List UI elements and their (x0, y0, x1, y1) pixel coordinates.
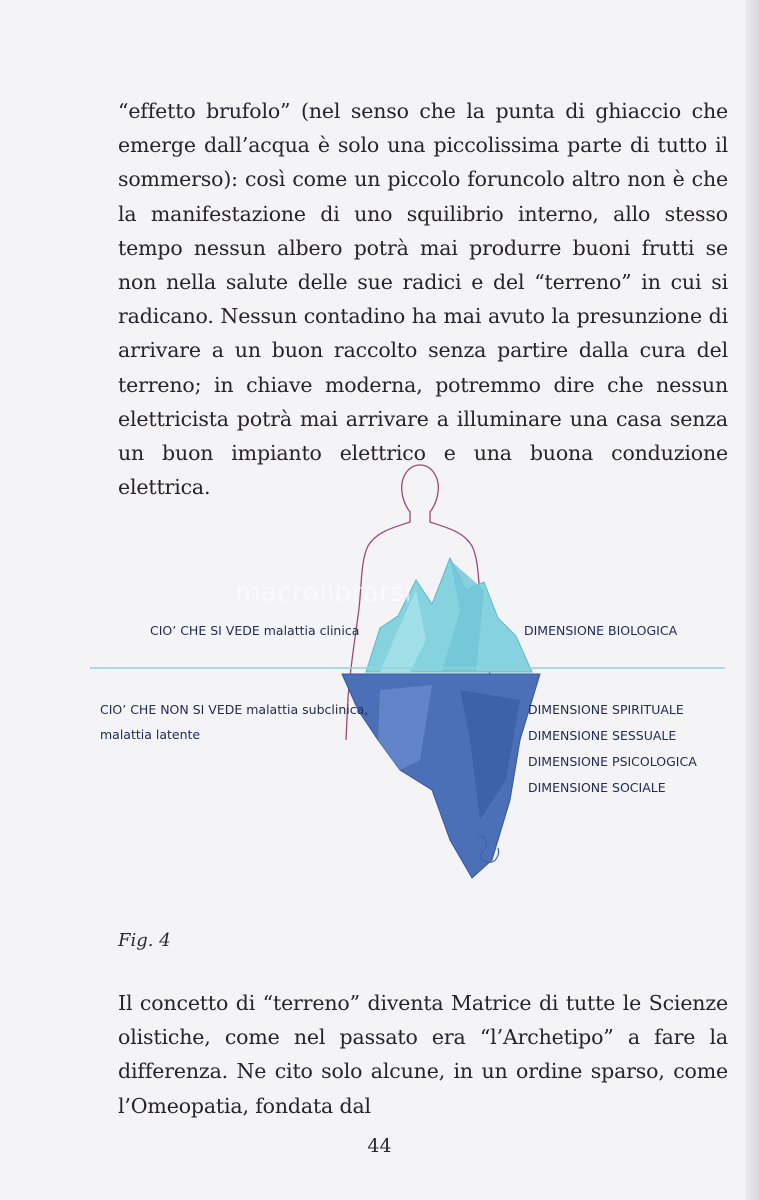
label-psychological-dimension: DIMENSIONE PSICOLOGICA (528, 754, 697, 769)
iceberg-figure (80, 440, 730, 900)
label-sexual-dimension: DIMENSIONE SESSUALE (528, 728, 677, 743)
watermark-logo: macrolibrarsi (235, 578, 413, 608)
page-number: 44 (367, 1135, 392, 1157)
page-edge (745, 0, 759, 1200)
label-spiritual-dimension: DIMENSIONE SPIRITUALE (528, 702, 684, 717)
label-hidden-disease: CIO’ CHE NON SI VEDE malattia subclinica, (100, 702, 369, 717)
label-biological-dimension: DIMENSIONE BIOLOGICA (524, 623, 678, 638)
label-visible-disease: CIO’ CHE SI VEDE malattia clinica (150, 623, 360, 638)
label-latent-disease: malattia latente (100, 727, 201, 742)
paragraph-bottom: Il concetto di “terreno” diventa Matrice di tutte le Scienze olistiche, come nel passato era “l’Archetipo” a fare la differenza. Ne cito solo alcune, in un ordine sparso, come l’Omeopatia, fondata dal (118, 991, 728, 1118)
figure-caption: Fig. 4 (118, 930, 171, 951)
label-social-dimension: DIMENSIONE SOCIALE (528, 780, 666, 795)
paragraph-top: “effetto brufolo” (nel senso che la punta di ghiaccio che emerge dall’acqua è solo una piccolissima parte di tutto il sommerso): così come un piccolo foruncolo altro non è che la manifestazione di uno squilibrio interno, allo stesso tempo nessun albero potrà mai produrre buoni frutti se non nella salute delle sue radici e del “terreno” in cui si radicano. Nessun contadino ha mai avuto la presunzione di arrivare a un buon raccolto senza partire dalla cura del terreno; in chiave moderna, potremmo dire che nessun elettricista potrà mai arrivare a illuminare una casa senza un buon impianto elettrico e una buona conduzione elettrica. (118, 99, 728, 500)
iceberg-illustration (80, 440, 730, 900)
